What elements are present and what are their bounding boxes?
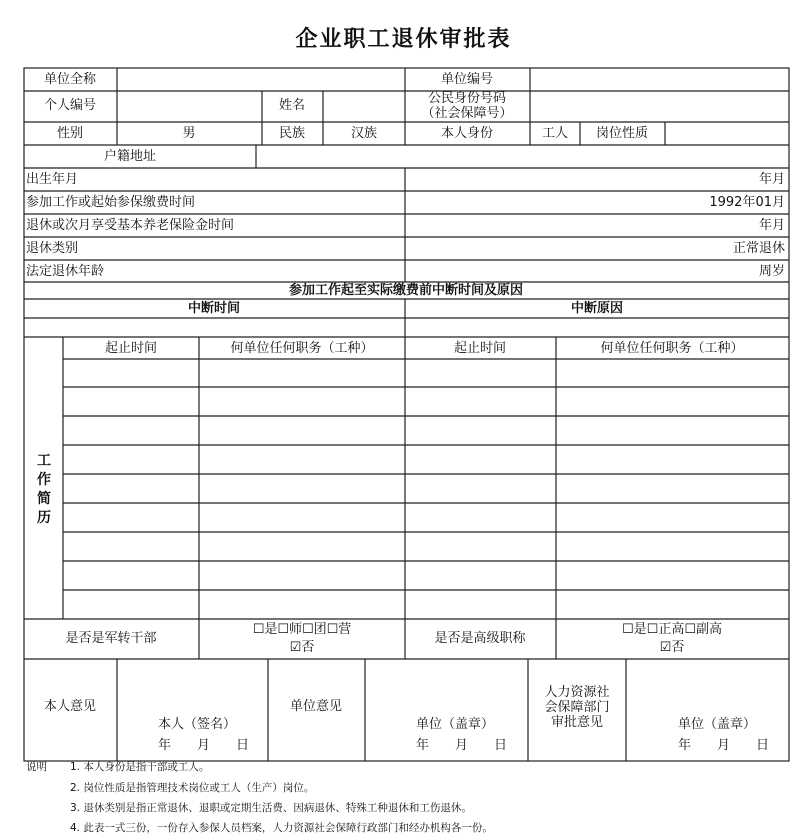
interrupt-section-title: 参加工作起至实际缴费前中断时间及原因 bbox=[288, 283, 524, 298]
pension-time-label: 退休或次月享受基本养老保险金时间 bbox=[26, 218, 235, 233]
military-label: 是否是军转干部 bbox=[65, 631, 157, 646]
senior-options-line1[interactable]: ☐是☐正高☐副高 bbox=[622, 622, 722, 637]
unit-date: 年 月 日 bbox=[416, 738, 508, 753]
join-work-label: 参加工作或起始参保缴费时间 bbox=[26, 195, 196, 210]
interrupt-time-label: 中断时间 bbox=[187, 301, 241, 316]
military-options-line1[interactable]: ☐是☐师☐团☐营 bbox=[252, 622, 352, 637]
self-opinion-label: 本人意见 bbox=[43, 699, 97, 714]
personal-no-label: 个人编号 bbox=[43, 98, 97, 113]
retire-type-value: 正常退休 bbox=[732, 241, 785, 256]
resume-col-post-right: 何单位任何职务（工种） bbox=[600, 341, 744, 356]
identity-label: 本人身份 bbox=[440, 126, 494, 141]
gender-value: 男 bbox=[182, 126, 196, 141]
ethnicity-value: 汉族 bbox=[350, 126, 378, 141]
senior-title-label: 是否是高级职称 bbox=[434, 631, 526, 646]
identity-value: 工人 bbox=[541, 126, 569, 141]
military-options-line2[interactable]: ☑否 bbox=[289, 640, 315, 655]
unit-code-label: 单位编号 bbox=[440, 72, 494, 87]
join-work-value: 1992年01月 bbox=[709, 195, 785, 210]
notes-label: 说明 bbox=[26, 761, 47, 773]
retire-type-label: 退休类别 bbox=[26, 241, 79, 256]
hr-label-line1: 人力资源社 bbox=[544, 685, 610, 700]
resume-col-period-left: 起止时间 bbox=[104, 341, 158, 356]
resume-label: 工 作 简 历 bbox=[37, 453, 51, 526]
unit-full-name-label: 单位全称 bbox=[43, 72, 97, 87]
unit-seal-label: 单位（盖章） bbox=[416, 717, 495, 732]
note-1: 1. 本人身份是指干部或工人。 bbox=[70, 761, 210, 773]
household-label: 户籍地址 bbox=[104, 149, 157, 164]
birth-label: 出生年月 bbox=[26, 172, 79, 187]
ethnicity-label: 民族 bbox=[278, 126, 306, 141]
resume-col-post-left: 何单位任何职务（工种） bbox=[230, 341, 374, 356]
note-3: 3. 退休类别是指正常退休、退职或定期生活费、因病退休、特殊工种退休和工伤退休。 bbox=[70, 802, 472, 814]
interrupt-reason-label: 中断原因 bbox=[570, 301, 624, 316]
gender-label: 性别 bbox=[56, 126, 84, 141]
resume-col-period-right: 起止时间 bbox=[453, 341, 507, 356]
note-2: 2. 岗位性质是指管理技术岗位或工人（生产）岗位。 bbox=[70, 782, 315, 794]
id-no-label-line2: （社会保障号） bbox=[421, 106, 513, 121]
post-nature-label: 岗位性质 bbox=[595, 126, 649, 141]
pension-time-value: 年月 bbox=[758, 218, 785, 233]
hr-label-line2: 会保障部门 bbox=[544, 700, 610, 715]
legal-age-label: 法定退休年龄 bbox=[26, 264, 105, 279]
name-label: 姓名 bbox=[278, 98, 306, 113]
hr-date: 年 月 日 bbox=[678, 738, 770, 753]
hr-label-line3: 审批意见 bbox=[550, 715, 604, 730]
self-sign-label: 本人（签名） bbox=[158, 717, 237, 732]
unit-opinion-label: 单位意见 bbox=[289, 699, 343, 714]
self-date: 年 月 日 bbox=[158, 738, 250, 753]
legal-age-value: 周岁 bbox=[758, 264, 785, 279]
id-no-label-line1: 公民身份号码 bbox=[427, 91, 507, 106]
hr-seal-label: 单位（盖章） bbox=[678, 717, 757, 732]
note-4: 4. 此表一式三份，一份存入参保人员档案，人力资源社会保障行政部门和经办机构各一份。 bbox=[70, 822, 493, 834]
page-title: 企业职工退休审批表 bbox=[295, 27, 512, 52]
senior-options-line2[interactable]: ☑否 bbox=[659, 640, 685, 655]
birth-value: 年月 bbox=[758, 172, 785, 187]
